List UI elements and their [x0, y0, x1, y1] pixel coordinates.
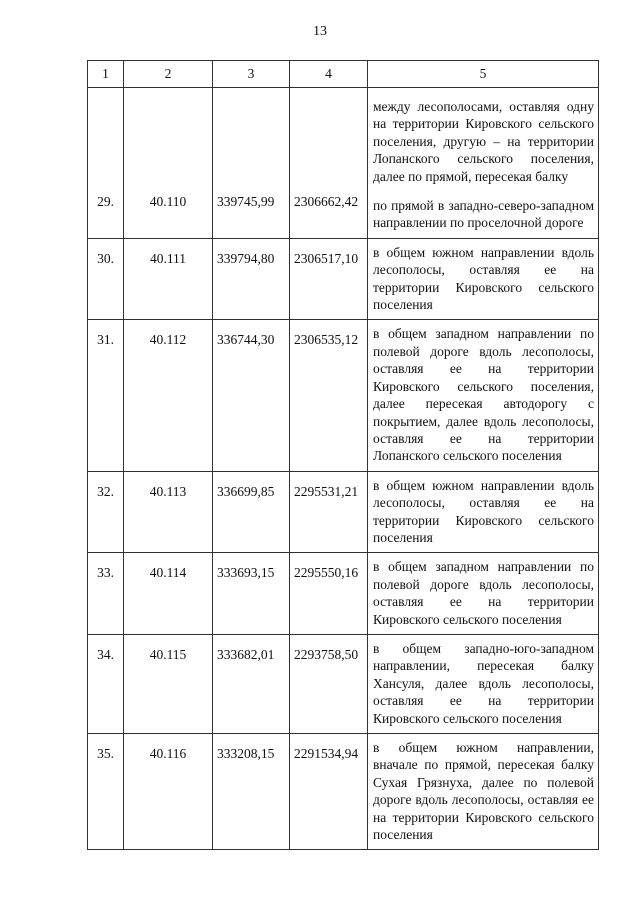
boundary-table: [87, 60, 599, 850]
x-coordinate: 339745,99: [213, 88, 290, 239]
point-code: 40.113: [124, 471, 213, 553]
column-header: 3: [213, 61, 290, 88]
x-coordinate: 336744,30: [213, 320, 290, 471]
y-coordinate: 2306535,12: [290, 320, 368, 471]
description-text: в общем западном направлении по полевой дороге вдоль лесополосы, оставляя ее на территории Кировского сельского поселения: [368, 553, 599, 635]
description-text: в общем южном направлении вдоль лесополосы, оставляя ее на территории Кировского сельского поселения: [368, 238, 599, 320]
table-row: [88, 471, 599, 553]
continued-description: между лесополосами, оставляя одну на территории Кировского сельского поселения, другую – на территории Лопанского сельского поселения, далее по прямой, пересекая балку: [373, 99, 594, 184]
table-row: [88, 238, 599, 320]
page-number: 13: [313, 24, 327, 39]
row-number: 34.: [88, 634, 124, 733]
header-row: [88, 61, 599, 88]
description-cell: [368, 88, 599, 239]
x-coordinate: 336699,85: [213, 471, 290, 553]
y-coordinate: 2295550,16: [290, 553, 368, 635]
y-coordinate: 2291534,94: [290, 734, 368, 850]
x-coordinate: 339794,80: [213, 238, 290, 320]
column-header: 5: [368, 61, 599, 88]
column-header: 1: [88, 61, 124, 88]
table-row: [88, 734, 599, 850]
column-header: 4: [290, 61, 368, 88]
y-coordinate: 2293758,50: [290, 634, 368, 733]
table-row: [88, 320, 599, 471]
row-number: 32.: [88, 471, 124, 553]
row-number: 29.: [88, 88, 124, 239]
column-header: 2: [124, 61, 213, 88]
point-code: 40.115: [124, 634, 213, 733]
row-number: 30.: [88, 238, 124, 320]
table-row: [88, 553, 599, 635]
point-code: 40.114: [124, 553, 213, 635]
table-row: [88, 88, 599, 239]
description-text: в общем западном направлении по полевой дороге вдоль лесополосы, оставляя ее на территории Кировского сельского поселения, далее пересекая автодорогу с покрытием, далее вдоль лесополосы, оставляя ее на территории Лопанского сельского поселения: [368, 320, 599, 471]
description-text: в общем южном направлении вдоль лесополосы, оставляя ее на территории Кировского сельского поселения: [368, 471, 599, 553]
description-text: по прямой в западно-северо-западном направлении по проселочной дороге: [373, 198, 594, 231]
point-code: 40.112: [124, 320, 213, 471]
x-coordinate: 333693,15: [213, 553, 290, 635]
x-coordinate: 333208,15: [213, 734, 290, 850]
description-text: в общем южном направлении, вначале по прямой, пересекая балку Сухая Грязнуха, далее по полевой дороге вдоль лесополосы, оставляя ее на территории Кировского сельского поселения: [368, 734, 599, 850]
point-code: 40.116: [124, 734, 213, 850]
row-number: 31.: [88, 320, 124, 471]
description-text: в общем западно-юго-западном направлении, пересекая балку Хансуля, далее вдоль лесополосы, оставляя ее на территории Кировского сельского поселения: [368, 634, 599, 733]
point-code: 40.111: [124, 238, 213, 320]
row-number: 35.: [88, 734, 124, 850]
row-number: 33.: [88, 553, 124, 635]
y-coordinate: 2306662,42: [290, 88, 368, 239]
point-code: 40.110: [124, 88, 213, 239]
table-row: [88, 634, 599, 733]
x-coordinate: 333682,01: [213, 634, 290, 733]
y-coordinate: 2306517,10: [290, 238, 368, 320]
y-coordinate: 2295531,21: [290, 471, 368, 553]
